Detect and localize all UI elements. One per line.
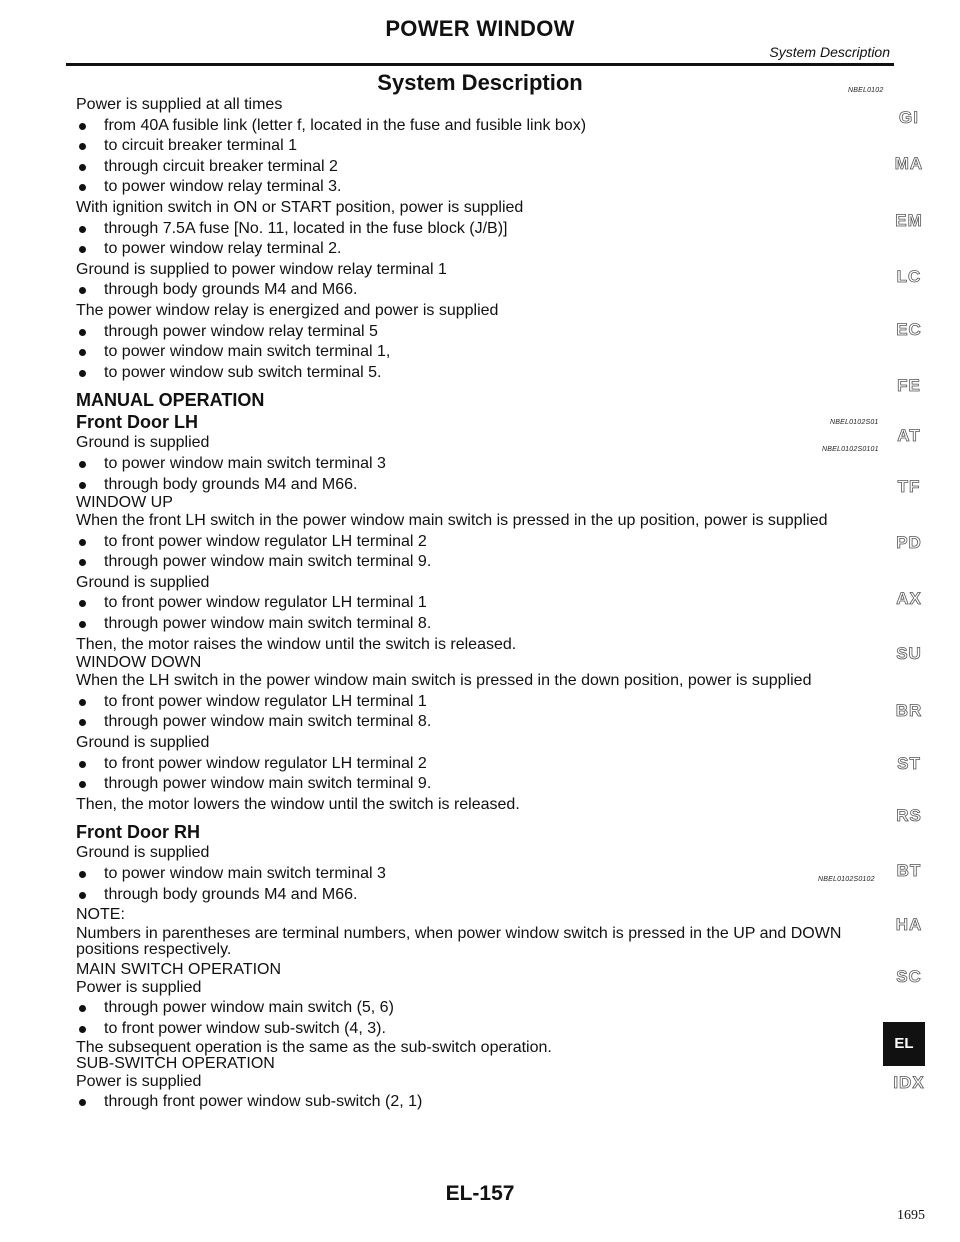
text-line: The subsequent operation is the same as the sub-switch operation. [76,1038,552,1056]
bullet-item: to power window relay terminal 2. [76,239,876,260]
bullet-item: to power window sub switch terminal 5. [76,363,876,384]
text-line: When the front LH switch in the power window main switch is pressed in the up position, power is supplied [76,512,828,530]
bullet-item: through circuit breaker terminal 2 [76,157,876,178]
bullet-item: from 40A fusible link (letter f, located in the fuse and fusible link box) [76,116,876,137]
caption-sub-switch-operation: SUB-SWITCH OPERATION [76,1054,275,1072]
manual-tag: NBEL0102S01 [830,419,879,426]
rh-tag: NBEL0102S0102 [818,876,875,883]
text-line: When the LH switch in the power window main switch is pressed in the down position, power is supplied [76,672,812,690]
caption-window-up: WINDOW UP [76,494,173,512]
text-line: Numbers in parentheses are terminal numbers, when power window switch is pressed in the UP and DOWN [76,924,842,942]
text-line: Then, the motor lowers the window until the switch is released. [76,795,520,813]
heading-front-door-rh: Front Door RH [76,822,200,843]
text-line: The power window relay is energized and power is supplied [76,301,499,319]
bullet-item: to power window main switch terminal 3 [76,864,876,885]
text-line: Ground is supplied [76,734,210,752]
bullet-item: through power window main switch terminal 8. [76,712,876,733]
bullet-item: through 7.5A fuse [No. 11, located in the fuse block (J/B)] [76,219,876,240]
note-label: NOTE: [76,906,125,924]
side-tab-tf[interactable]: TF [897,477,921,496]
text-line: Ground is supplied [76,573,210,591]
heading-manual-operation: MANUAL OPERATION [76,390,265,411]
heading-front-door-lh: Front Door LH [76,412,198,433]
side-tab-br[interactable]: BR [895,701,923,720]
page-code: EL-157 [445,1182,515,1205]
bullet-item: to power window main switch terminal 3 [76,454,876,475]
bullet-item: through body grounds M4 and M66. [76,885,876,906]
side-tab-fe[interactable]: FE [897,376,921,395]
section-tag: NBEL0102 [848,87,884,94]
text-line: With ignition switch in ON or START position, power is supplied [76,198,524,216]
bullet-item: through power window main switch terminal 8. [76,614,876,635]
text-line: Power is supplied [76,1072,202,1090]
text-line: Ground is supplied to power window relay terminal 1 [76,260,447,278]
side-tab-sc[interactable]: SC [896,967,922,986]
bullet-item: to front power window regulator LH terminal 1 [76,692,876,713]
side-tab-ma[interactable]: MA [894,154,924,173]
side-tab-em[interactable]: EM [895,211,923,230]
text-line: Then, the motor raises the window until the switch is released. [76,635,517,653]
text-line: Ground is supplied [76,844,210,862]
bullet-item: to front power window regulator LH terminal 2 [76,754,876,775]
text-line: Power is supplied at all times [76,96,283,113]
page-header-title: POWER WINDOW [385,16,575,41]
side-tab-at[interactable]: AT [897,426,921,445]
bullet-item: through power window main switch terminal 9. [76,552,876,573]
page-number: 1695 [897,1208,925,1223]
bullet-item: through power window main switch terminal 9. [76,774,876,795]
bullet-item: to power window main switch terminal 1, [76,342,876,363]
caption-main-switch-operation: MAIN SWITCH OPERATION [76,960,282,978]
caption-window-down: WINDOW DOWN [76,654,202,672]
side-tab-el-active[interactable]: EL [883,1022,925,1066]
bullet-item: to front power window sub-switch (4, 3). [76,1019,876,1040]
side-tab-st[interactable]: ST [897,754,921,773]
header-rule [66,63,894,66]
lh-tag: NBEL0102S0101 [822,446,879,453]
side-tab-su[interactable]: SU [896,644,922,663]
side-tab-bt[interactable]: BT [896,861,922,880]
side-tab-ax[interactable]: AX [896,589,922,608]
section-title: System Description [377,70,583,95]
bullet-item: through body grounds M4 and M66. [76,475,876,496]
bullet-item: to circuit breaker terminal 1 [76,136,876,157]
bullet-item: to front power window regulator LH terminal 1 [76,593,876,614]
document-body [76,95,876,1113]
side-tab-gi[interactable]: GI [899,108,919,127]
page-header-section: System Description [769,44,890,60]
bullet-item: to power window relay terminal 3. [76,177,876,198]
bullet-item: to front power window regulator LH terminal 2 [76,532,876,553]
bullet-item: through power window main switch (5, 6) [76,998,876,1019]
side-tab-ha[interactable]: HA [895,915,923,934]
text-line: positions respectively. [76,940,232,958]
side-tab-lc[interactable]: LC [896,267,922,286]
bullet-item: through front power window sub-switch (2, 1) [76,1092,876,1113]
bullet-item: through body grounds M4 and M66. [76,280,876,301]
text-line: Power is supplied [76,978,202,996]
side-tab-rs[interactable]: RS [896,806,922,825]
text-line: Ground is supplied [76,434,210,452]
side-tab-ec[interactable]: EC [896,320,922,339]
bullet-item: through power window relay terminal 5 [76,322,876,343]
side-tab-idx[interactable]: IDX [893,1073,925,1092]
side-tab-pd[interactable]: PD [896,533,922,552]
